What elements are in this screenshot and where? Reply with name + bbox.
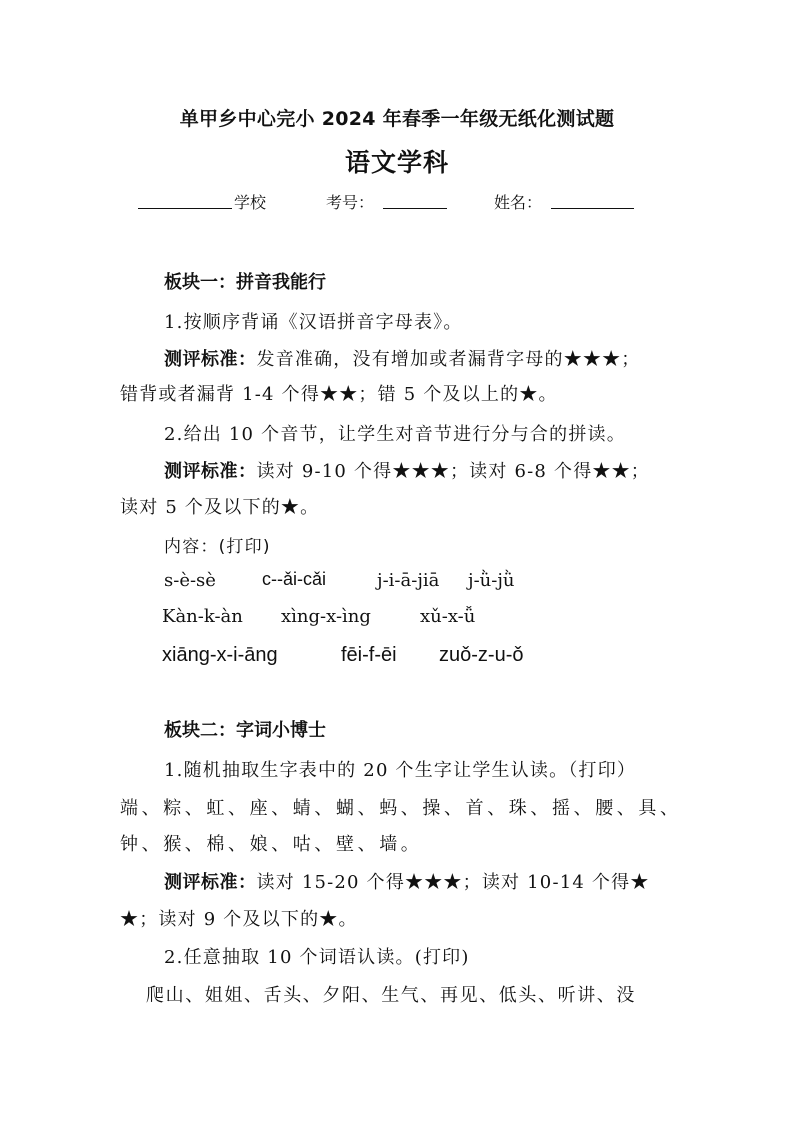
section2-item2: 2.任意抽取 10 个词语认读。(打印) [164, 947, 470, 968]
pinyin-item: xiāng-x-i-āng [162, 644, 278, 666]
exam-title: 单甲乡中心完小 2024 年春季一年级无纸化测试题 [179, 108, 615, 130]
pinyin-item: s-è-sè [164, 570, 216, 591]
section1-criteria2-line2: 读对 5 个及以下的★。 [120, 497, 320, 518]
section2-heading: 板块二：字词小博士 [164, 720, 326, 741]
subject-title: 语文学科 [344, 148, 449, 177]
pinyin-item: xǔ-x-ǚ [420, 606, 476, 627]
words-line1: 爬山、姐姐、舌头、夕阳、生气、再见、低头、听讲、没 [146, 985, 636, 1006]
exam-no-blank[interactable] [383, 190, 447, 209]
section1-item2: 2.给出 10 个音节，让学生对音节进行分与合的拼读。 [164, 424, 626, 445]
criteria-lead: 测评标准： [164, 349, 257, 370]
chars-line1: 端、粽、虹、座、蜻、蝴、蚂、操、首、珠、摇、腰、具、 [120, 798, 682, 819]
criteria-text: 发音准确，没有增加或者漏背字母的★★★； [256, 349, 641, 370]
pinyin-item: fēi-f-ēi [341, 644, 397, 666]
criteria-lead: 测评标准： [164, 872, 257, 893]
student-info-row [0, 190, 794, 214]
name-label: 姓名： [494, 193, 543, 212]
section1-heading: 板块一：拼音我能行 [164, 272, 326, 293]
pinyin-item: xìng-x-ìng [281, 606, 371, 627]
content-label: 内容：(打印) [164, 537, 271, 557]
chars-line2: 钟、猴、棉、娘、咕、壁、墙。 [120, 834, 423, 855]
pinyin-item: Kàn-k-àn [162, 606, 243, 627]
section2-criteria-line2: ★；读对 9 个及以下的★。 [120, 909, 358, 930]
pinyin-item: j-i-ā-jiā [377, 570, 440, 591]
school-label: 学校 [234, 193, 267, 212]
pinyin-item: zuǒ-z-u-ǒ [439, 644, 524, 666]
school-blank[interactable] [138, 190, 232, 209]
name-blank[interactable] [551, 190, 634, 209]
section1-criteria1-line2: 错背或者漏背 1-4 个得★★；错 5 个及以上的★。 [120, 384, 558, 405]
section2-item1: 1.随机抽取生字表中的 20 个生字让学生认读。（打印） [164, 760, 637, 781]
section1-criteria1 [164, 345, 641, 371]
pinyin-item: j-ǜ-jǜ [468, 570, 515, 591]
pinyin-item: c--ǎi-cǎi [262, 569, 327, 589]
criteria-lead: 测评标准： [164, 461, 257, 482]
section1-criteria2 [164, 457, 650, 483]
criteria-text: 读对 9-10 个得★★★；读对 6-8 个得★★； [256, 461, 651, 482]
exam-no-label: 考号： [326, 193, 375, 212]
criteria-text: 读对 15-20 个得★★★；读对 10-14 个得★ [256, 872, 650, 893]
section2-criteria [164, 868, 650, 894]
section1-item1: 1.按顺序背诵《汉语拼音字母表》。 [164, 312, 463, 333]
